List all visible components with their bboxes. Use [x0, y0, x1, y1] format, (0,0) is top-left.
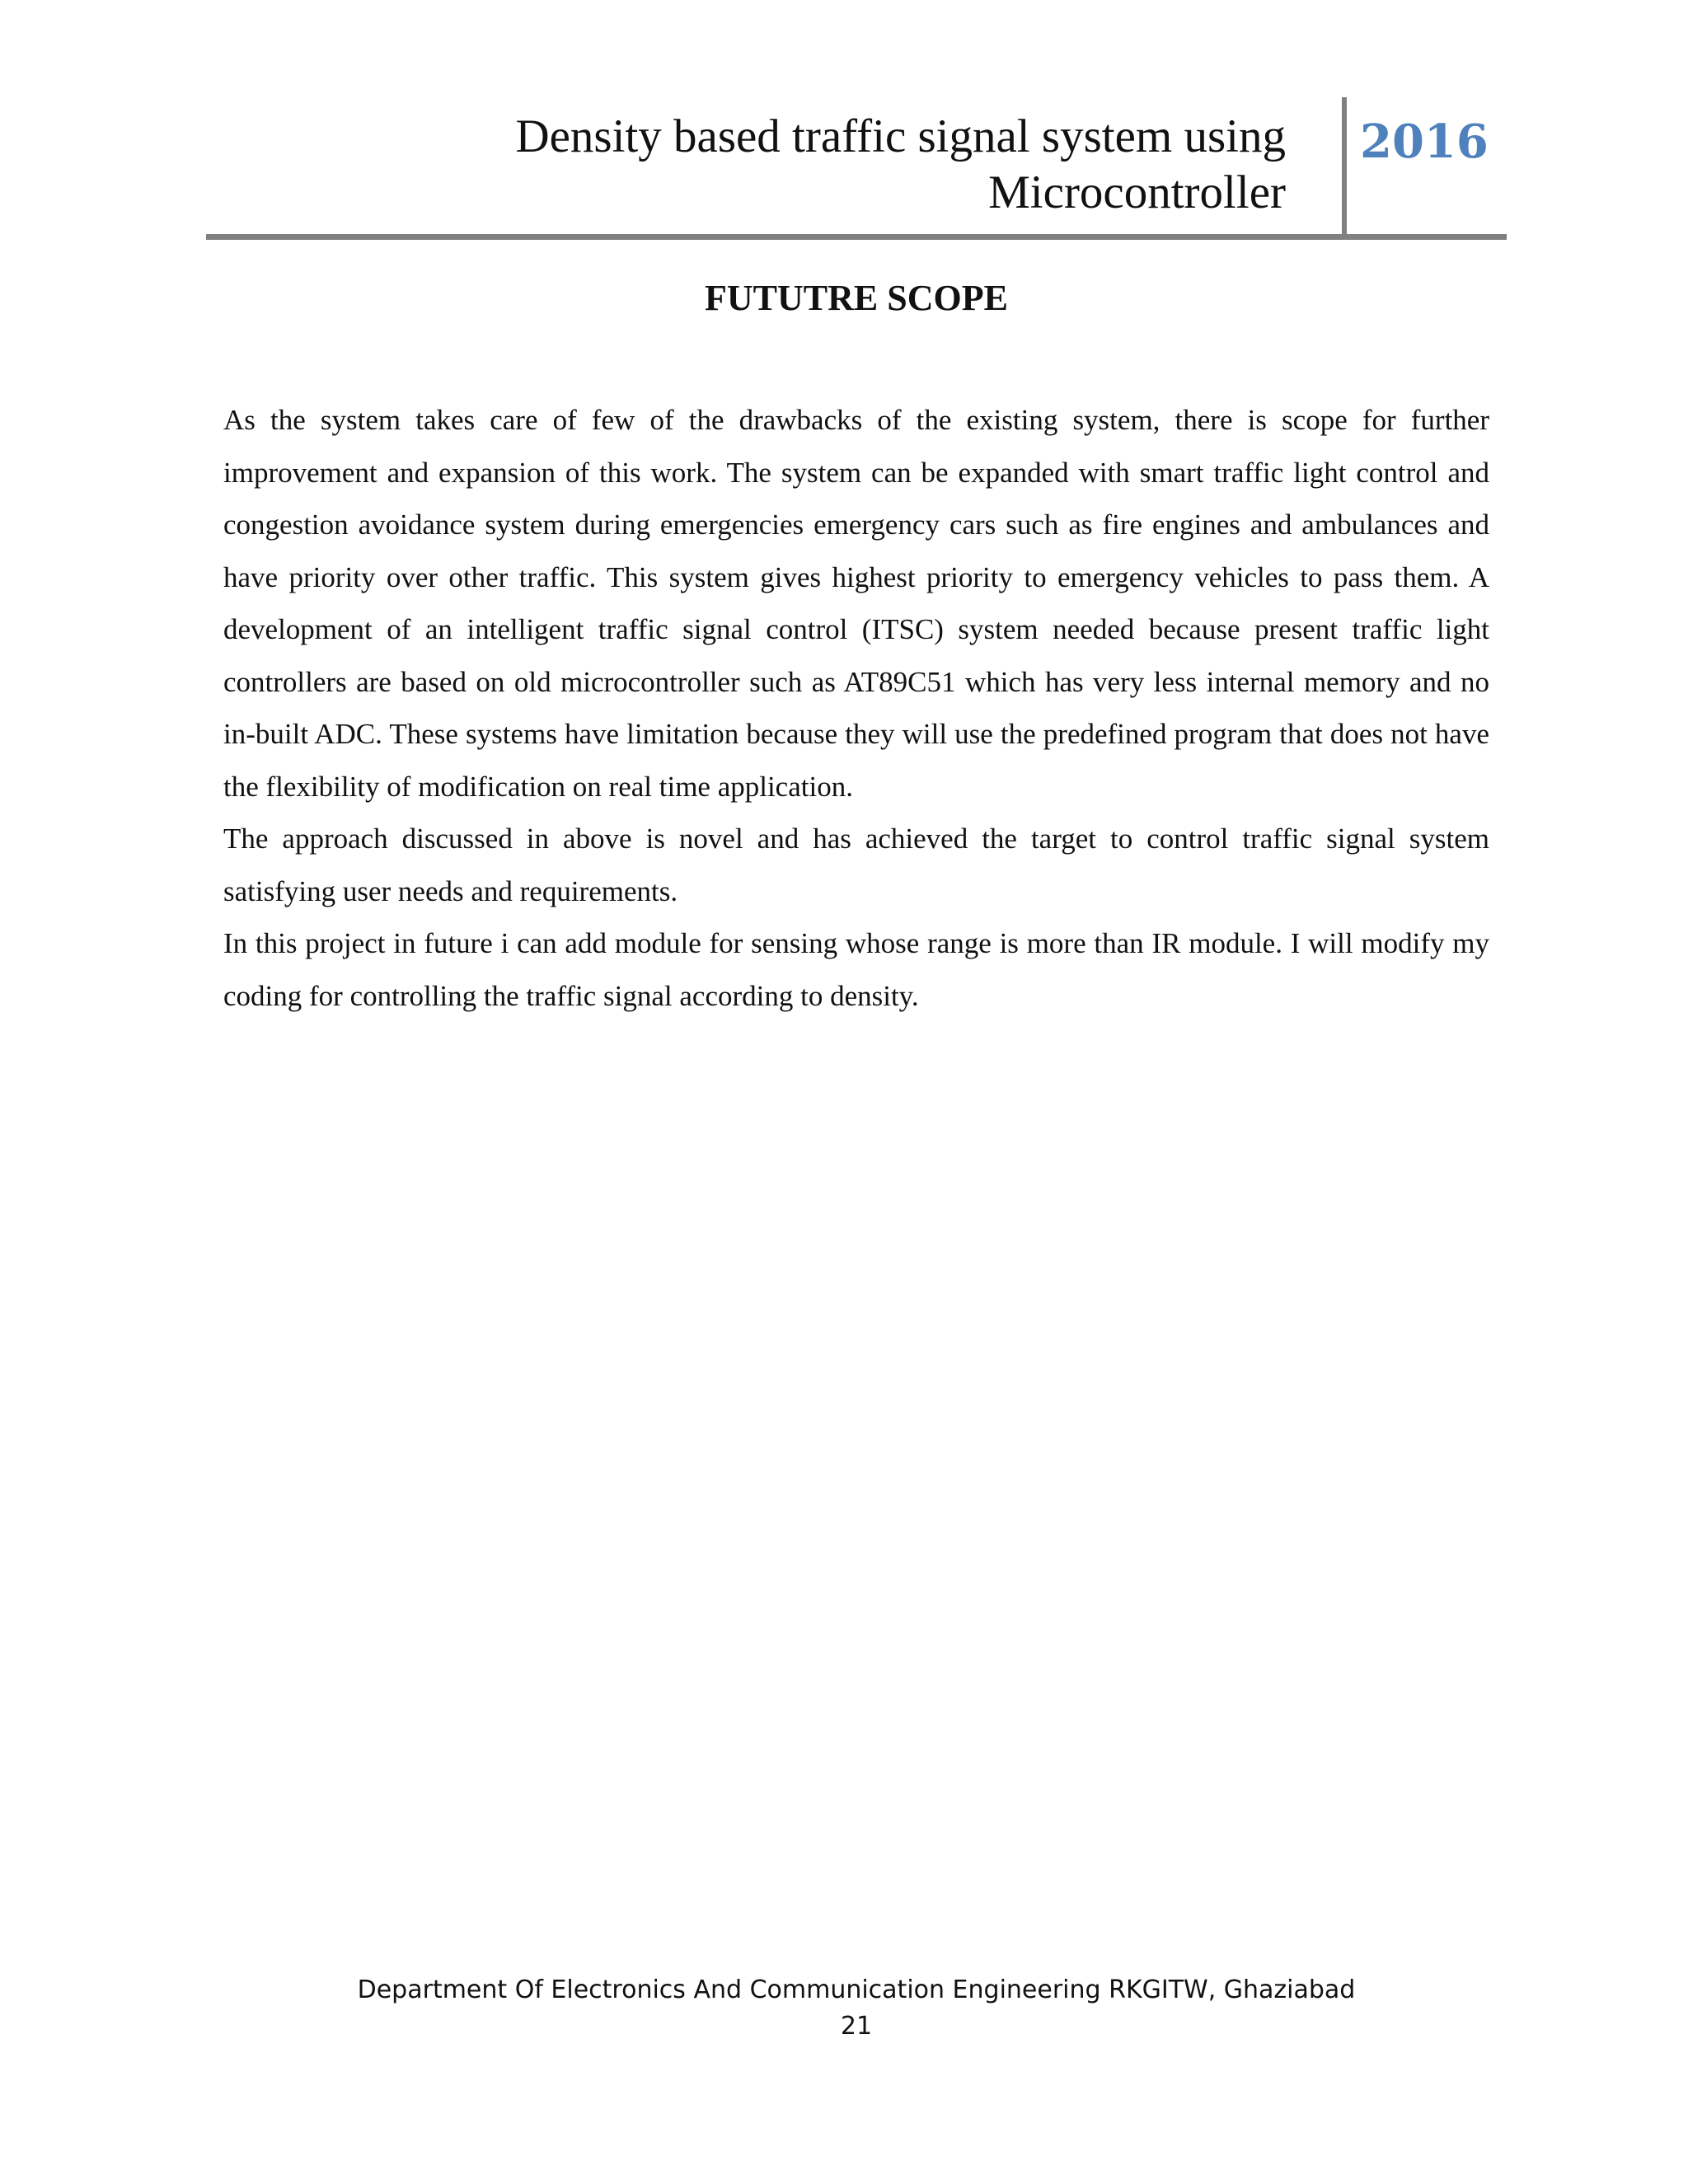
paragraph-future-scope: As the system takes care of few of the drawbacks of the existing system, there is scope for further improvement and expansion of this work. The system can be expanded with smart traffic light control and congestion avoidance system during emergencies emergency cars such as fire engines and ambulances and have priority over other traffic. This system gives highest priority to emergency vehicles to pass them. A development of an intelligent traffic signal control (ITSC) system needed because present traffic light controllers are based on old microcontroller such as AT89C51 which has very less internal memory and no in-built ADC. These systems have limitation because they will use the predefined program that does not have the flexibility of modification on real time application.: [223, 404, 1489, 803]
header-rule: [206, 234, 1507, 240]
paragraph-approach: The approach discussed in above is novel and has achieved the target to control traffic signal system satisfying user needs and requirements.: [223, 823, 1489, 907]
body-text: [223, 394, 1489, 1022]
header-year: 2016: [1360, 115, 1489, 169]
document-title-line-2: Microcontroller: [988, 166, 1286, 218]
footer-department: Department Of Electronics And Communication Engineering RKGITW, Ghaziabad: [357, 1975, 1356, 2004]
paragraph-future-work: In this project in future i can add module for sensing whose range is more than IR module. I will modify my coding for controlling the traffic signal according to density.: [223, 927, 1489, 1012]
page-number: 21: [840, 2012, 873, 2041]
header-vertical-divider: [1342, 97, 1347, 236]
section-heading: FUTUTRE SCOPE: [705, 278, 1008, 318]
page-header: [206, 97, 1507, 237]
page-footer: [0, 1972, 1688, 2045]
document-title-line-1: Density based traffic signal system using: [515, 110, 1286, 162]
document-title: [297, 109, 1286, 221]
